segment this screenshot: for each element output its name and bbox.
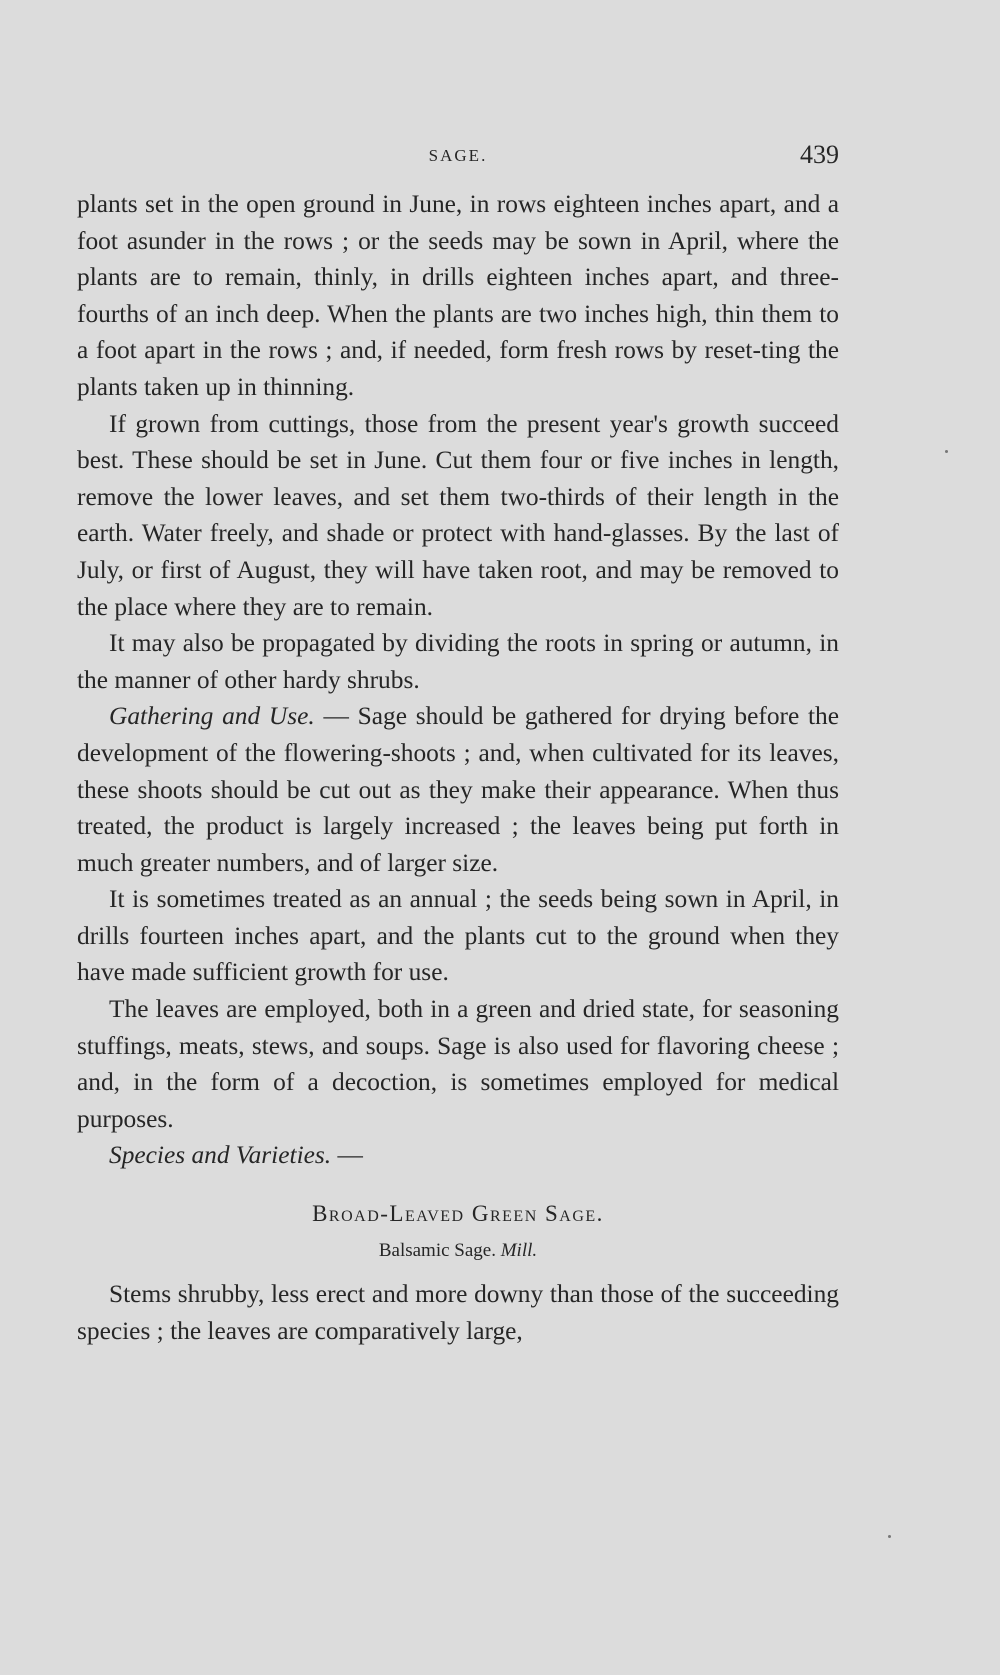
paragraph-annual: It is sometimes treated as an annual ; the seeds being sown in April, in drills fourteen inches apart, and the plants cut to the ground when they have made sufficient growth for use.	[77, 885, 839, 987]
paragraph-dividing: It may also be propagated by dividing the roots in spring or autumn, in the manner of other hardy shrubs.	[77, 629, 839, 694]
body-text	[77, 186, 839, 1349]
section-heading: Broad-Leaved Green Sage.	[312, 1201, 604, 1227]
paragraph-description: Stems shrubby, less erect and more downy than those of the succeeding species ; the leaves are comparatively large,	[77, 1280, 839, 1345]
paper-speck	[888, 1535, 891, 1538]
paragraph-gathering	[77, 698, 839, 881]
running-head	[77, 140, 839, 176]
species-dash: —	[331, 1141, 363, 1170]
section-synonym	[77, 1236, 839, 1266]
running-title: SAGE.	[428, 146, 488, 165]
gathering-text: — Sage should be gathered for drying before the development of the flowering-shoots ; and, when cultivated for its leaves, these shoots should be cut out as they make their appearance. When thus treated, the product is largely increased ; the leaves being put forth in much greater numbers, and of larger size.	[77, 702, 840, 877]
paragraph-uses: The leaves are employed, both in a green and dried state, for seasoning stuffings, meats, stews, and soups. Sage is also used for flavoring cheese ; and, in the form of a decoction, is sometimes employed for medical purposes.	[77, 995, 839, 1133]
paper-speck	[945, 450, 948, 453]
species-label: Species and Varieties.	[109, 1141, 332, 1170]
book-page	[77, 140, 839, 1349]
paragraph-species	[77, 1137, 839, 1174]
page-number: 439	[800, 140, 839, 169]
paragraph-cuttings: If grown from cuttings, those from the present year's growth succeed best. These should be set in June. Cut them four or five inches in length, remove the lower leaves, and set them two-thirds of their length in the earth. Water freely, and shade or protect with hand-glasses. By the last of July, or first of August, they will have taken root, and may be removed to the place where they are to remain.	[77, 409, 839, 621]
synonym-name: Balsamic Sage.	[378, 1240, 496, 1262]
paragraph-planting: plants set in the open ground in June, in rows eighteen inches apart, and a foot asunder in the rows ; or the seeds may be sown in April, where the plants are to remain, thinly, in drills eighteen inches apart, and three-fourths of an inch deep. When the plants are two inches high, thin them to a foot apart in the rows ; and, if needed, form fresh rows by reset-ting the plants taken up in thinning.	[77, 190, 839, 401]
synonym-author: Mill.	[500, 1240, 538, 1262]
gathering-label: Gathering and Use.	[109, 702, 315, 731]
